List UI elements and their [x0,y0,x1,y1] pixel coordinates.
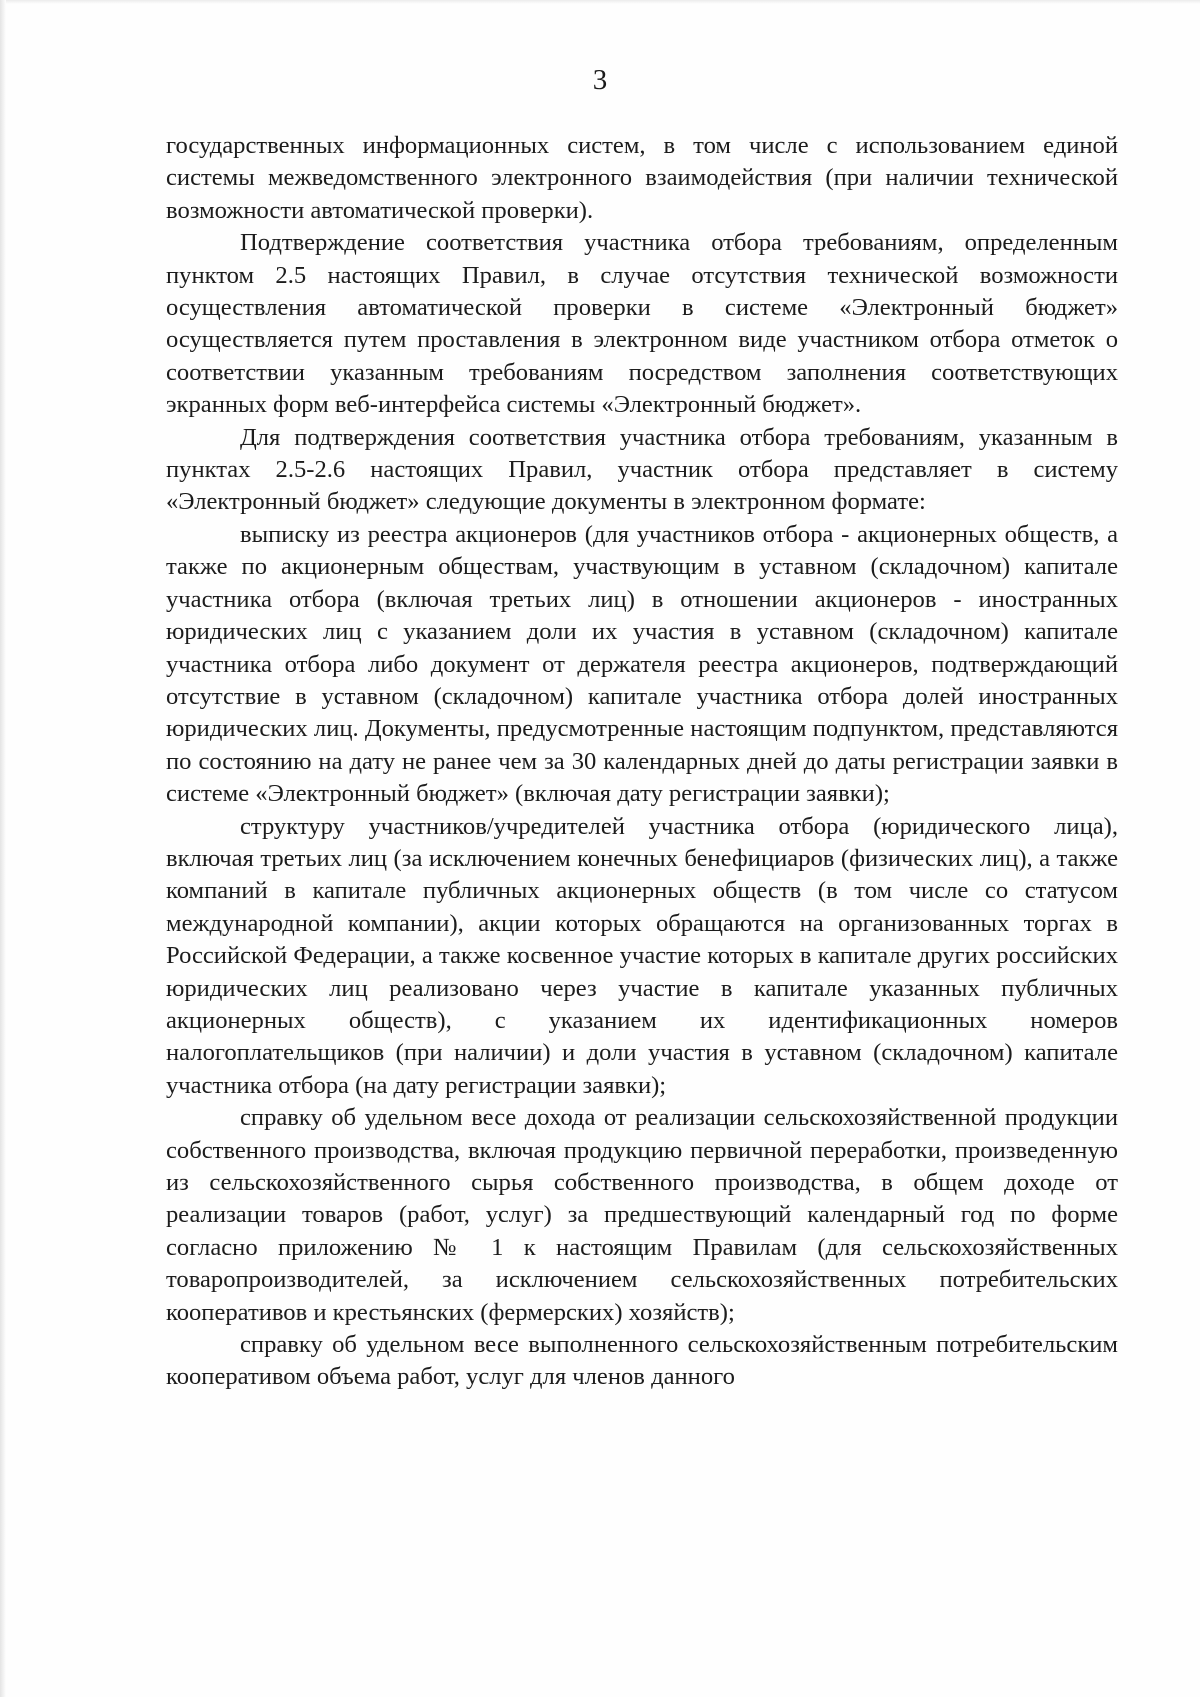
paragraph-shareholders-register: выписку из реестра акционеров (для участников отбора - акционерных обществ, а также по акционерным обществам, участвующим в уставном (складочном) капитале участника отбора (включая третьих лиц) в отношении акционеров - иностранных юридических лиц с указанием доли их участия в уставном (складочном) капитале участника отбора либо документ от держателя реестра акционеров, подтверждающий отсутствие в уставном (складочном) капитале участника отбора долей иностранных юридических лиц. Документы, предусмотренные настоящим подпунктом, представляются по состоянию на дату не ранее чем за 30 календарных дней до даты регистрации заявки в системе «Электронный бюджет» (включая дату регистрации заявки); [166,520,1118,808]
scan-edge-left [0,0,6,1697]
document-body [166,130,1118,1394]
page-number: 3 [592,64,608,96]
paragraph-documents-intro: Для подтверждения соответствия участника отбора требованиям, указанным в пунктах 2.5-2.6 настоящих Правил, участник отбора представляет в систему «Электронный бюджет» следующие документы в электронном формате: [166,423,1118,516]
paragraph-income-share-certificate: справку об удельном весе дохода от реализации сельскохозяйственной продукции собственного производства, включая продукцию первичной переработки, произведенную из сельскохозяйственного сырья собственного производства, в общем доходе от реализации товаров (работ, услуг) за предшествующий календарный год по форме согласно приложению № 1 к настоящим Правилам (для сельскохозяйственных товаропроизводителей, за исключением сельскохозяйственных потребительских кооперативов и крестьянских (фермерских) хозяйств); [166,1104,1118,1326]
paragraph-cooperative-certificate: справку об удельном весе выполненного сельскохозяйственным потребительским кооперативом объема работ, услуг для членов данного [166,1331,1118,1391]
paragraph-continuation: государственных информационных систем, в том числе с использованием единой системы межведомственного электронного взаимодействия (при наличии технической возможности автоматической проверки). [166,132,1118,224]
scan-edge-top [0,0,1200,4]
paragraph-confirmation: Подтверждение соответствия участника отбора требованиям, определенным пунктом 2.5 настоящих Правил, в случае отсутствия технической возможности осуществления автоматической проверки в системе «Электронный бюджет» осуществляется путем проставления в электронном виде участником отбора отметок о соответствии указанным требованиям посредством заполнения соответствующих экранных форм веб-интерфейса системы «Электронный бюджет». [166,229,1118,419]
paragraph-founders-structure: структуру участников/учредителей участника отбора (юридического лица), включая третьих лиц (за исключением конечных бенефициаров (физических лиц), а также компаний в капитале публичных акционерных обществ (в том числе со статусом международной компании), акции которых обращаются на организованных торгах в Российской Федерации, а также косвенное участие которых в капитале других российских юридических лиц реализовано через участие в капитале указанных публичных акционерных обществ), с указанием их идентификационных номеров налогоплательщиков (при наличии) и доли участия в уставном (складочном) капитале участника отбора (на дату регистрации заявки); [166,812,1118,1099]
